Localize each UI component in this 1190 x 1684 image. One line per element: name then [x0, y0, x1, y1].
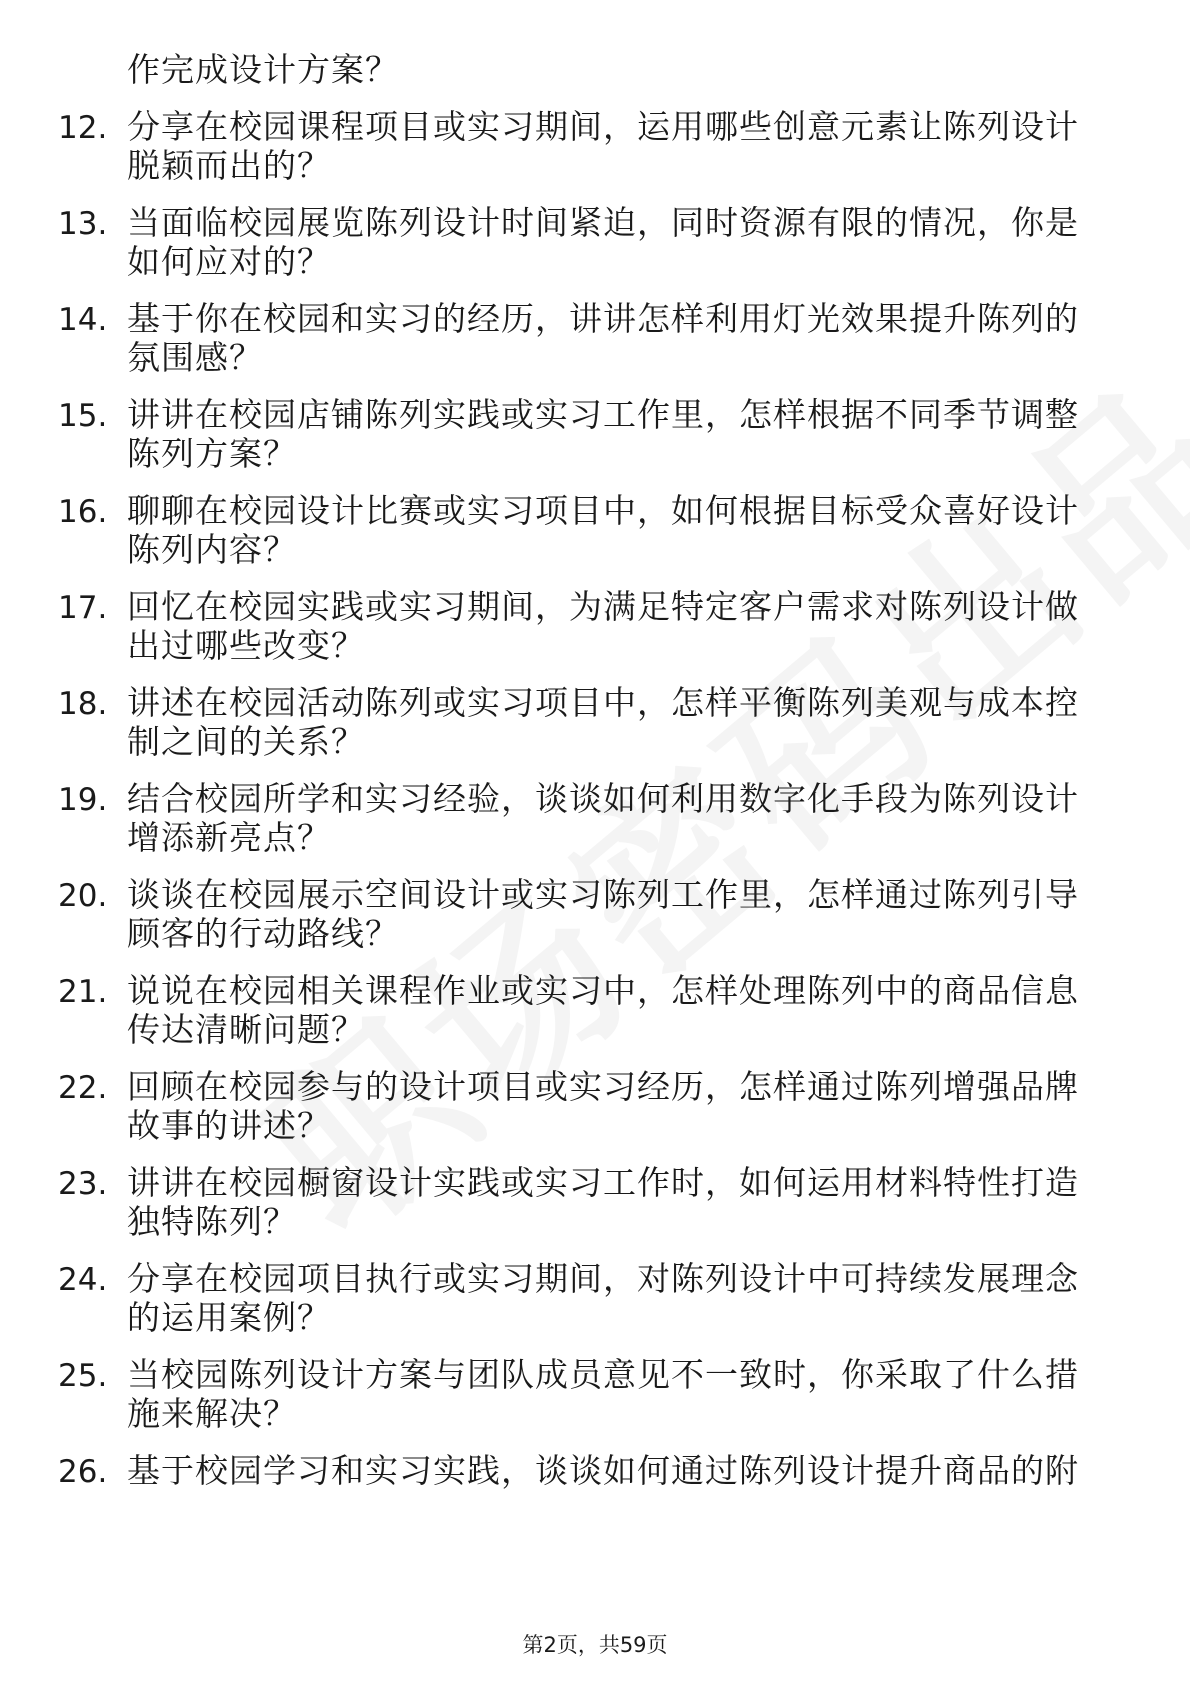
question-number: 23. — [58, 1166, 108, 1202]
question-text-line: 回顾在校园参与的设计项目或实习经历，怎样通过陈列增强品牌 — [127, 1067, 1079, 1106]
question-text-line: 陈列内容？ — [127, 530, 297, 569]
question-text-line: 如何应对的？ — [127, 242, 331, 281]
question-number: 21. — [58, 974, 108, 1010]
question-number: 12. — [58, 110, 108, 146]
question-text-line: 当校园陈列设计方案与团队成员意见不一致时，你采取了什么措 — [127, 1355, 1079, 1394]
question-number: 14. — [58, 302, 108, 338]
continued-line: 作完成设计方案？ — [127, 50, 399, 89]
question-number: 16. — [58, 494, 108, 530]
question-number: 24. — [58, 1262, 108, 1298]
question-number: 18. — [58, 686, 108, 722]
question-number: 22. — [58, 1070, 108, 1106]
question-number: 13. — [58, 206, 108, 242]
question-text-line: 回忆在校园实践或实习期间，为满足特定客户需求对陈列设计做 — [127, 587, 1079, 626]
watermark — [199, 431, 1141, 1283]
question-number: 15. — [58, 398, 108, 434]
question-text-line: 传达清晰问题？ — [127, 1010, 365, 1049]
question-text-line: 增添新亮点？ — [127, 818, 331, 857]
page-footer: 第2页，共59页 — [522, 1633, 668, 1657]
question-text-line: 讲述在校园活动陈列或实习项目中，怎样平衡陈列美观与成本控 — [127, 683, 1079, 722]
question-text-line: 氛围感？ — [127, 338, 263, 377]
question-text-line: 制之间的关系？ — [127, 722, 365, 761]
question-text-line: 谈谈在校园展示空间设计或实习陈列工作里，怎样通过陈列引导 — [127, 875, 1079, 914]
question-text-line: 讲讲在校园橱窗设计实践或实习工作时，如何运用材料特性打造 — [127, 1163, 1079, 1202]
question-text-line: 出过哪些改变？ — [127, 626, 365, 665]
question-text-line: 脱颖而出的？ — [127, 146, 331, 185]
question-text-line: 陈列方案？ — [127, 434, 297, 473]
question-text-line: 基于你在校园和实习的经历，讲讲怎样利用灯光效果提升陈列的 — [127, 299, 1079, 338]
question-number: 19. — [58, 782, 108, 818]
question-text-line: 基于校园学习和实习实践，谈谈如何通过陈列设计提升商品的附 — [127, 1451, 1079, 1490]
question-text-line: 当面临校园展览陈列设计时间紧迫，同时资源有限的情况，你是 — [127, 203, 1079, 242]
question-text-line: 聊聊在校园设计比赛或实习项目中，如何根据目标受众喜好设计 — [127, 491, 1079, 530]
question-text-line: 分享在校园课程项目或实习期间，运用哪些创意元素让陈列设计 — [127, 107, 1079, 146]
question-text-line: 独特陈列？ — [127, 1202, 297, 1241]
question-text-line: 分享在校园项目执行或实习期间，对陈列设计中可持续发展理念 — [127, 1259, 1079, 1298]
question-text-line: 讲讲在校园店铺陈列实践或实习工作里，怎样根据不同季节调整 — [127, 395, 1079, 434]
question-text-line: 说说在校园相关课程作业或实习中，怎样处理陈列中的商品信息 — [127, 971, 1079, 1010]
question-number: 20. — [58, 878, 108, 914]
question-number: 17. — [58, 590, 108, 626]
question-number: 25. — [58, 1358, 108, 1394]
question-text-line: 施来解决？ — [127, 1394, 297, 1433]
question-text-line: 故事的讲述？ — [127, 1106, 331, 1145]
question-text-line: 结合校园所学和实习经验，谈谈如何利用数字化手段为陈列设计 — [127, 779, 1079, 818]
question-number: 26. — [58, 1454, 108, 1490]
question-text-line: 的运用案例？ — [127, 1298, 331, 1337]
question-text-line: 顾客的行动路线？ — [127, 914, 399, 953]
